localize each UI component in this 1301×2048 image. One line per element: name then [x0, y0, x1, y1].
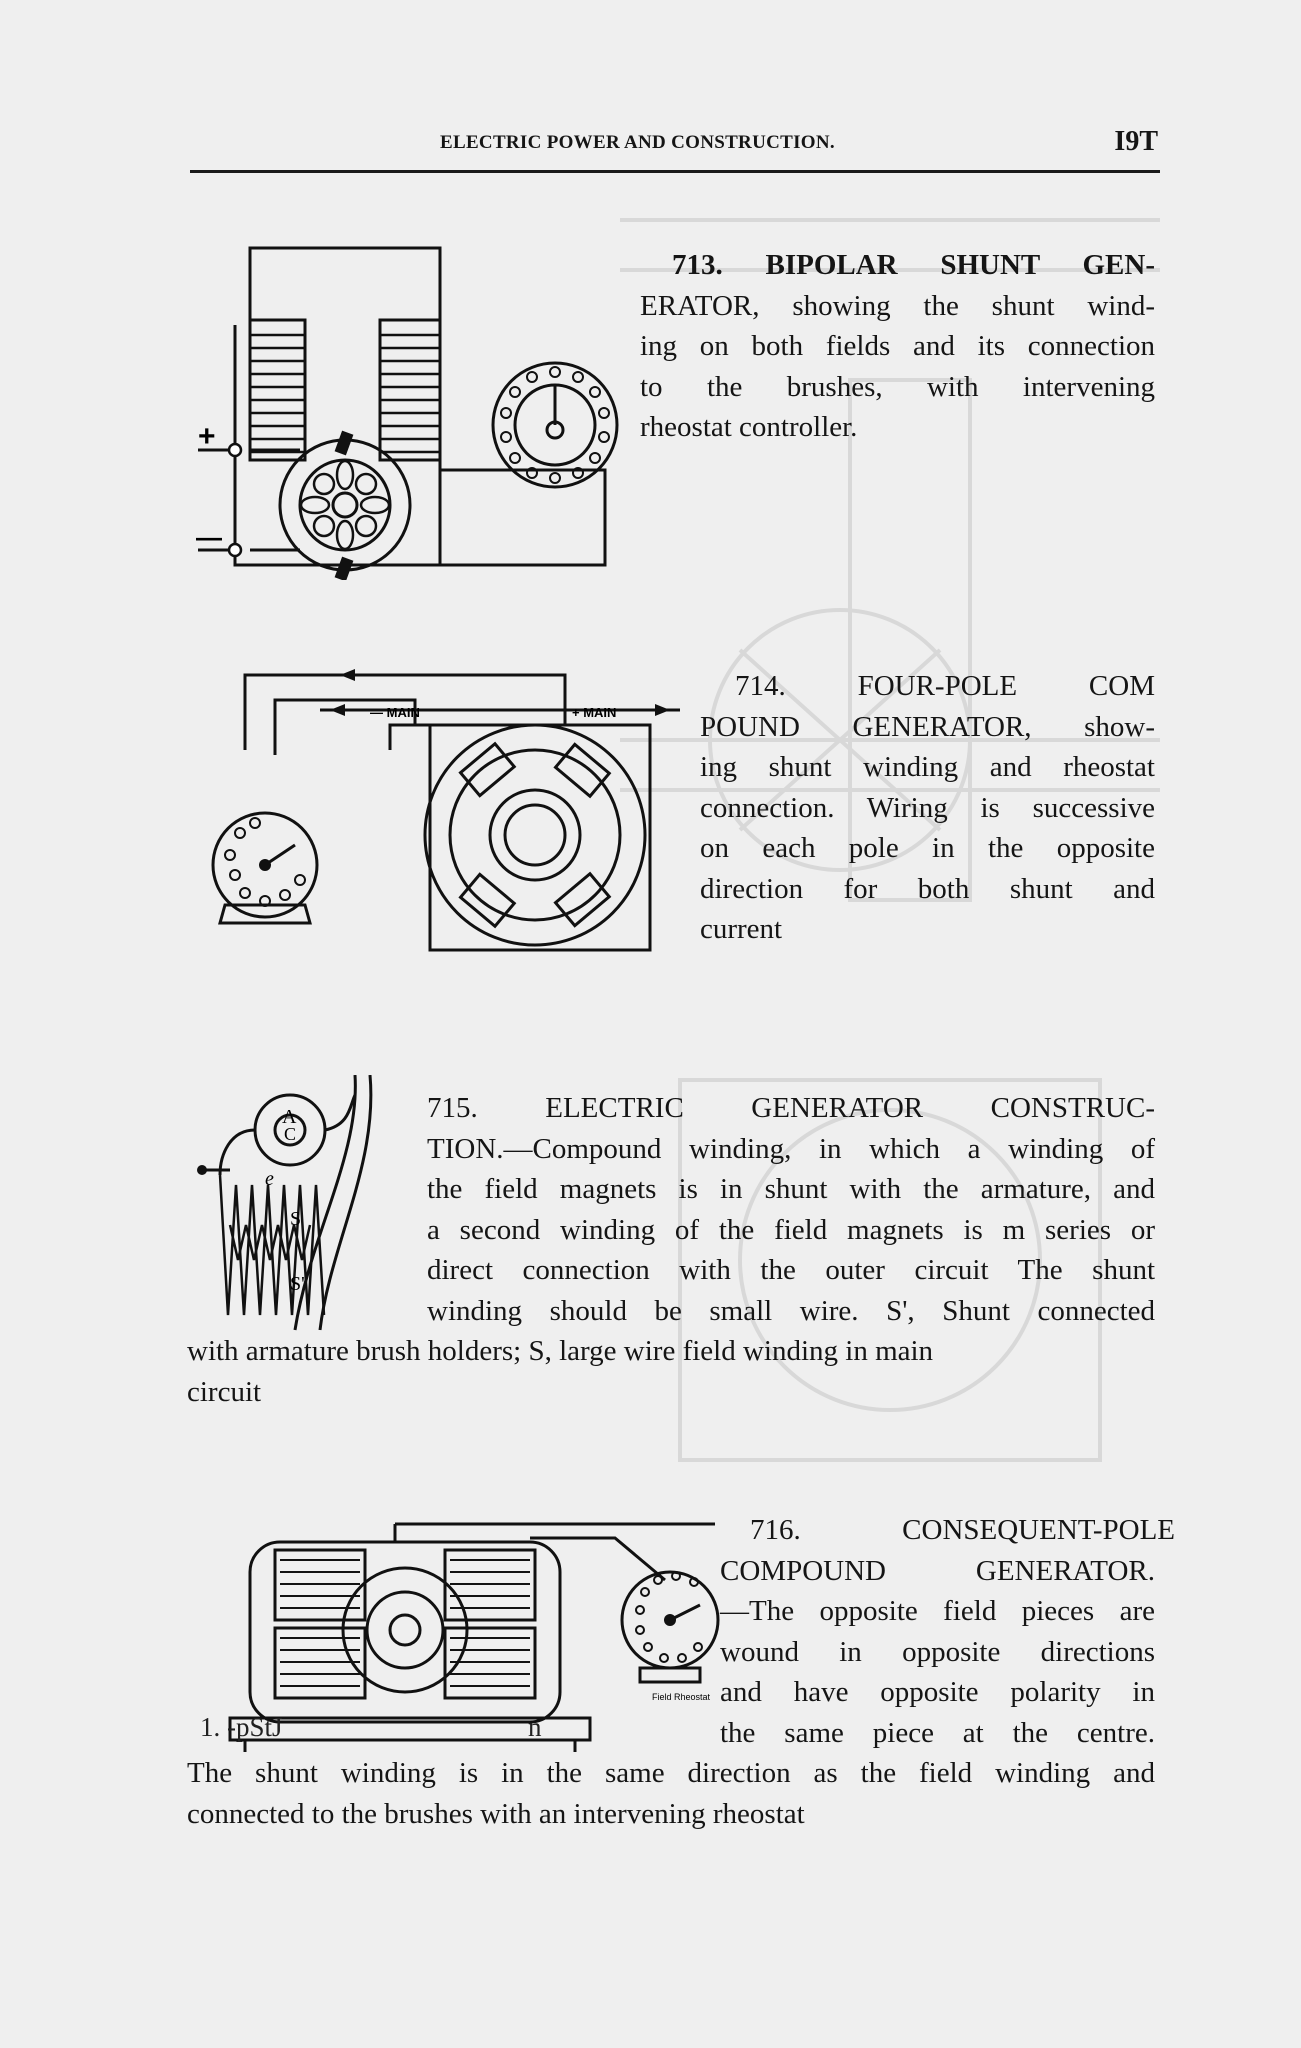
- page-number: I9T: [1114, 126, 1158, 157]
- caption-713-line-4: to the brushes, with intervening: [640, 370, 1155, 403]
- figure-714-four-pole-generator: [200, 665, 690, 955]
- caption-716-line-4: wound in opposite directions: [720, 1635, 1155, 1668]
- caption-715-line-3: the field magnets is in shunt with the armature, and: [427, 1173, 1155, 1205]
- positive-terminal-label: +: [198, 420, 216, 453]
- caption-714-line-4: connection. Wiring is successive: [700, 791, 1155, 824]
- scan-artifact-text-left: 1. -pStJ: [200, 1712, 283, 1742]
- caption-716-line-2: COMPOUND GENERATOR.: [720, 1554, 1155, 1587]
- caption-714: [700, 666, 1155, 950]
- shunt-winding-label: S: [290, 1208, 302, 1230]
- caption-713-line-5: rheostat controller.: [640, 411, 858, 443]
- caption-715-line-5: direct connection with the outer circuit The shunt: [427, 1254, 1155, 1286]
- caption-713: [640, 245, 1155, 448]
- commutator-label: C: [284, 1124, 297, 1144]
- field-rheostat-label: Field Rheostat: [652, 1692, 711, 1702]
- caption-713-line-3: ing on both fields and its connection: [640, 330, 1155, 362]
- caption-715-line-1: 715. ELECTRIC GENERATOR CONSTRUC-: [427, 1092, 1155, 1124]
- negative-terminal-label: —: [196, 522, 222, 552]
- caption-715-line-8: circuit: [187, 1375, 262, 1408]
- armature-label: A: [282, 1106, 297, 1128]
- caption-716-line-8: connected to the brushes with an intervening rheostat: [187, 1797, 805, 1830]
- running-head: [190, 126, 1160, 173]
- caption-715-line-6: winding should be small wire. S', Shunt connected: [427, 1294, 1155, 1327]
- caption-714-line-1: 714. FOUR-POLE COM: [735, 670, 1155, 702]
- running-title: ELECTRIC POWER AND CONSTRUCTION.: [440, 132, 835, 153]
- caption-714-line-5: on each pole in the opposite: [700, 832, 1155, 864]
- caption-716-line-1: 716. CONSEQUENT-POLE: [750, 1514, 1175, 1546]
- figure-713-bipolar-shunt-generator: [190, 240, 630, 580]
- caption-716-line-6: the same piece at the centre.: [720, 1716, 1155, 1749]
- caption-716-line-5: and have opposite polarity in: [720, 1676, 1155, 1708]
- caption-713-line-2: ERATOR, showing the shunt wind-: [640, 289, 1155, 322]
- scan-artifact-text-right: n: [528, 1712, 542, 1742]
- caption-714-line-2: POUND GENERATOR, show-: [700, 710, 1155, 743]
- bipolar-generator-diagram: [190, 240, 630, 580]
- four-pole-generator-diagram: [200, 665, 690, 955]
- wire-e-label: e: [265, 1168, 274, 1190]
- main-negative-label: — MAIN: [370, 705, 420, 720]
- caption-713-line-1: 713. BIPOLAR SHUNT GEN-: [672, 249, 1155, 281]
- caption-715-line-4: a second winding of the field magnets is m series or: [427, 1213, 1155, 1246]
- caption-716-line-7: The shunt winding is in the same direction as the field winding and: [187, 1757, 1155, 1789]
- caption-714-line-6: direction for both shunt and: [700, 872, 1155, 905]
- caption-714-line-7: current: [700, 913, 783, 945]
- series-winding-label: S': [290, 1273, 305, 1295]
- caption-716-line-3: —The opposite field pieces are: [720, 1595, 1155, 1627]
- caption-715: [187, 1088, 1155, 1412]
- caption-716: [187, 1510, 1175, 1834]
- main-positive-label: + MAIN: [572, 705, 617, 720]
- caption-715-line-7: with armature brush holders; S, large wire field winding in main: [187, 1335, 934, 1367]
- caption-714-line-3: ing shunt winding and rheostat: [700, 751, 1155, 783]
- caption-715-line-2: TION.—Compound winding, in which a winding of: [427, 1132, 1155, 1165]
